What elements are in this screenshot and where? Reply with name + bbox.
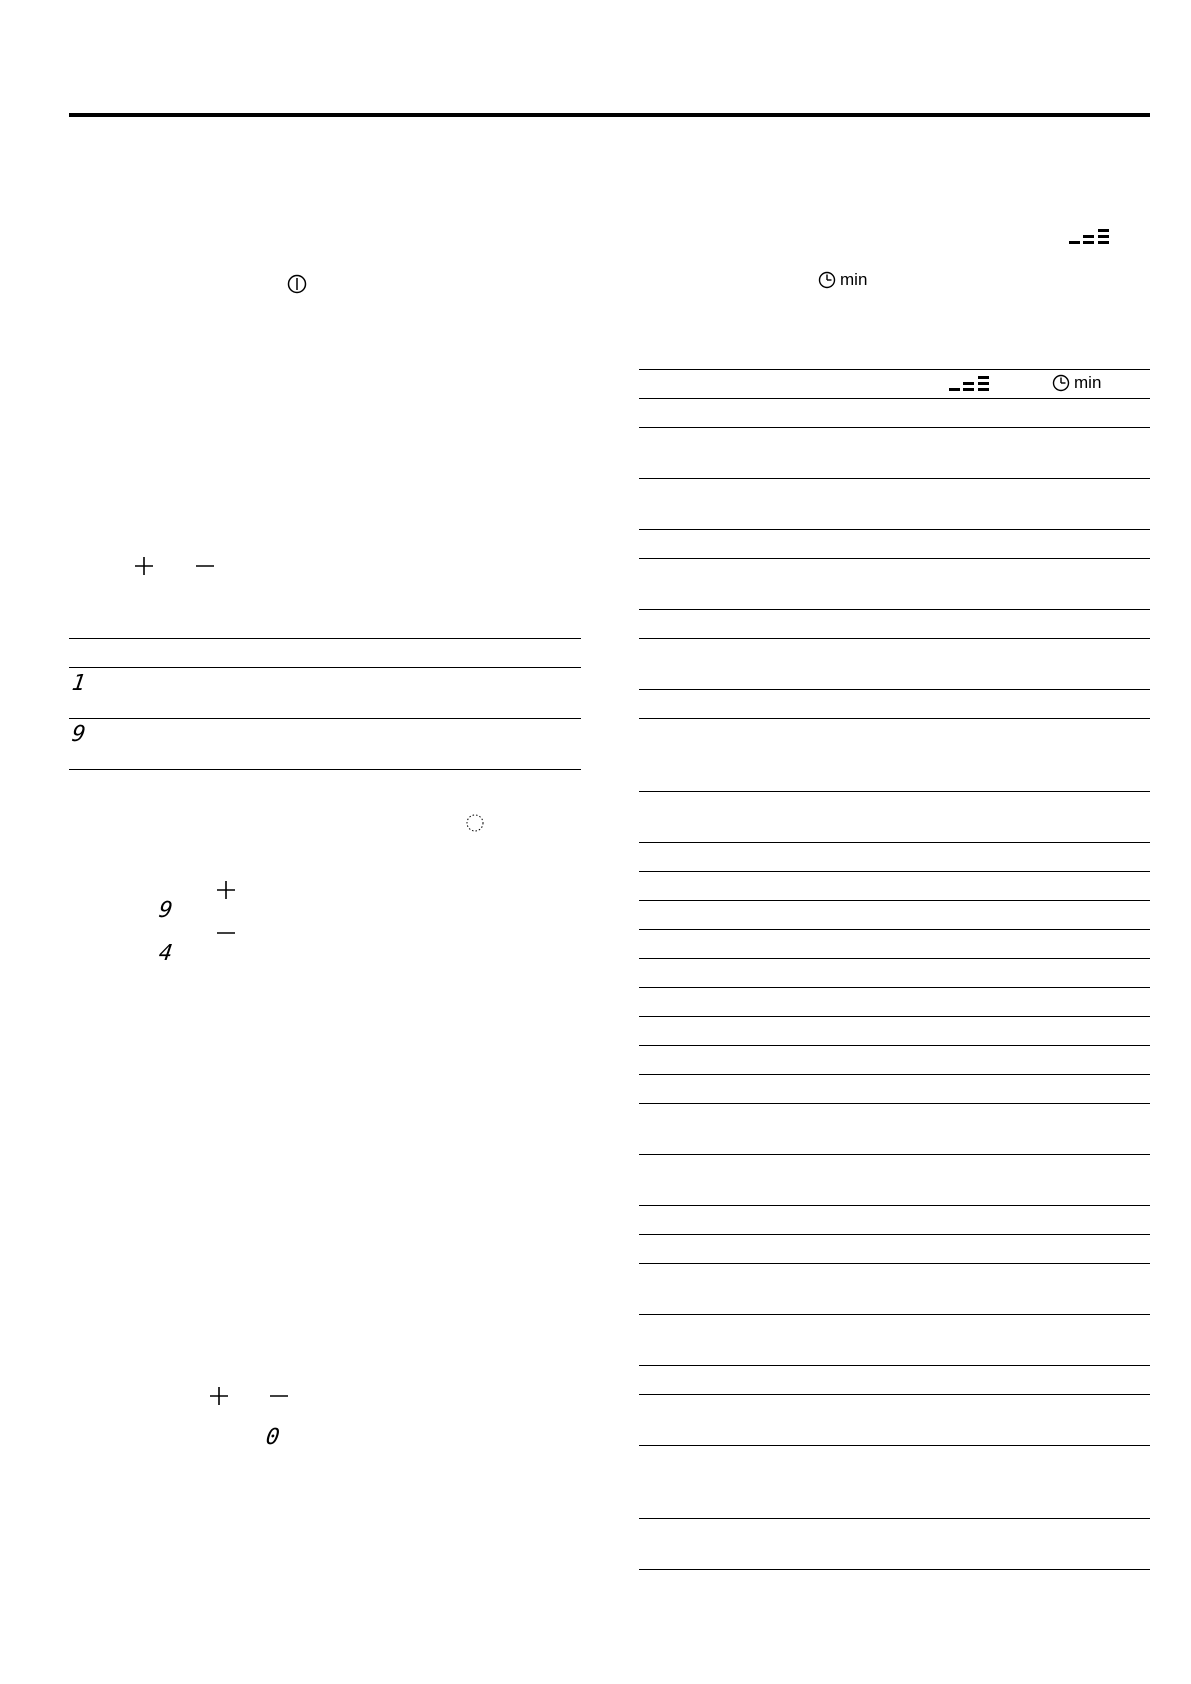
powerboost-icon — [949, 374, 991, 392]
table-row-rule — [639, 1016, 1150, 1017]
timer-icon — [818, 271, 836, 289]
table-row-rule — [639, 987, 1150, 988]
table-top-rule — [639, 369, 1150, 370]
table-row-rule — [639, 558, 1150, 559]
plus-icon — [216, 880, 236, 900]
table-row-rule — [639, 900, 1150, 901]
table-row-rule — [639, 1314, 1150, 1315]
table-row-rule — [639, 929, 1150, 930]
table-row-rule — [639, 689, 1150, 690]
plus-icon — [209, 1386, 229, 1406]
table-row-rule — [639, 1154, 1150, 1155]
table-row-rule — [639, 791, 1150, 792]
timer-min-label: min — [840, 270, 868, 289]
residual-heat-icon — [465, 813, 485, 833]
table-row-rule — [639, 1518, 1150, 1519]
level-table-row-rule — [69, 718, 581, 719]
table-row-rule — [639, 1205, 1150, 1206]
table-row-rule — [639, 1263, 1150, 1264]
table-row-rule — [639, 718, 1150, 719]
table-row-rule — [639, 609, 1150, 610]
level-digit: 9 — [70, 722, 88, 747]
table-row-rule — [639, 871, 1150, 872]
level-digit: 1 — [70, 671, 88, 696]
minus-icon — [269, 1386, 289, 1406]
table-row-rule — [639, 1445, 1150, 1446]
table-row-rule — [639, 842, 1150, 843]
table-bottom-rule — [639, 1569, 1150, 1570]
level-table-bottom-rule — [69, 769, 581, 770]
table-row-rule — [639, 478, 1150, 479]
table-row-rule — [639, 958, 1150, 959]
level-table-top-rule — [69, 638, 581, 639]
level-table-header-rule — [69, 667, 581, 668]
table-row-rule — [639, 1365, 1150, 1366]
table-row-rule — [639, 1074, 1150, 1075]
level-digit-high: 9 — [157, 898, 175, 923]
minus-icon — [216, 923, 236, 943]
table-row-rule — [639, 1394, 1150, 1395]
table-row-rule — [639, 398, 1150, 399]
power-icon — [287, 274, 307, 294]
top-rule — [69, 113, 1150, 117]
table-row-rule — [639, 427, 1150, 428]
timer-icon — [1052, 374, 1070, 392]
table-row-rule — [639, 1045, 1150, 1046]
plus-icon — [134, 556, 154, 576]
table-row-rule — [639, 1234, 1150, 1235]
level-digit-low: 4 — [157, 941, 175, 966]
level-digit-zero: 0 — [264, 1425, 282, 1450]
minus-icon — [195, 556, 215, 576]
table-row-rule — [639, 529, 1150, 530]
table-row-rule — [639, 638, 1150, 639]
powerboost-icon — [1069, 227, 1111, 245]
table-row-rule — [639, 1103, 1150, 1104]
timer-min-label: min — [1074, 373, 1102, 392]
